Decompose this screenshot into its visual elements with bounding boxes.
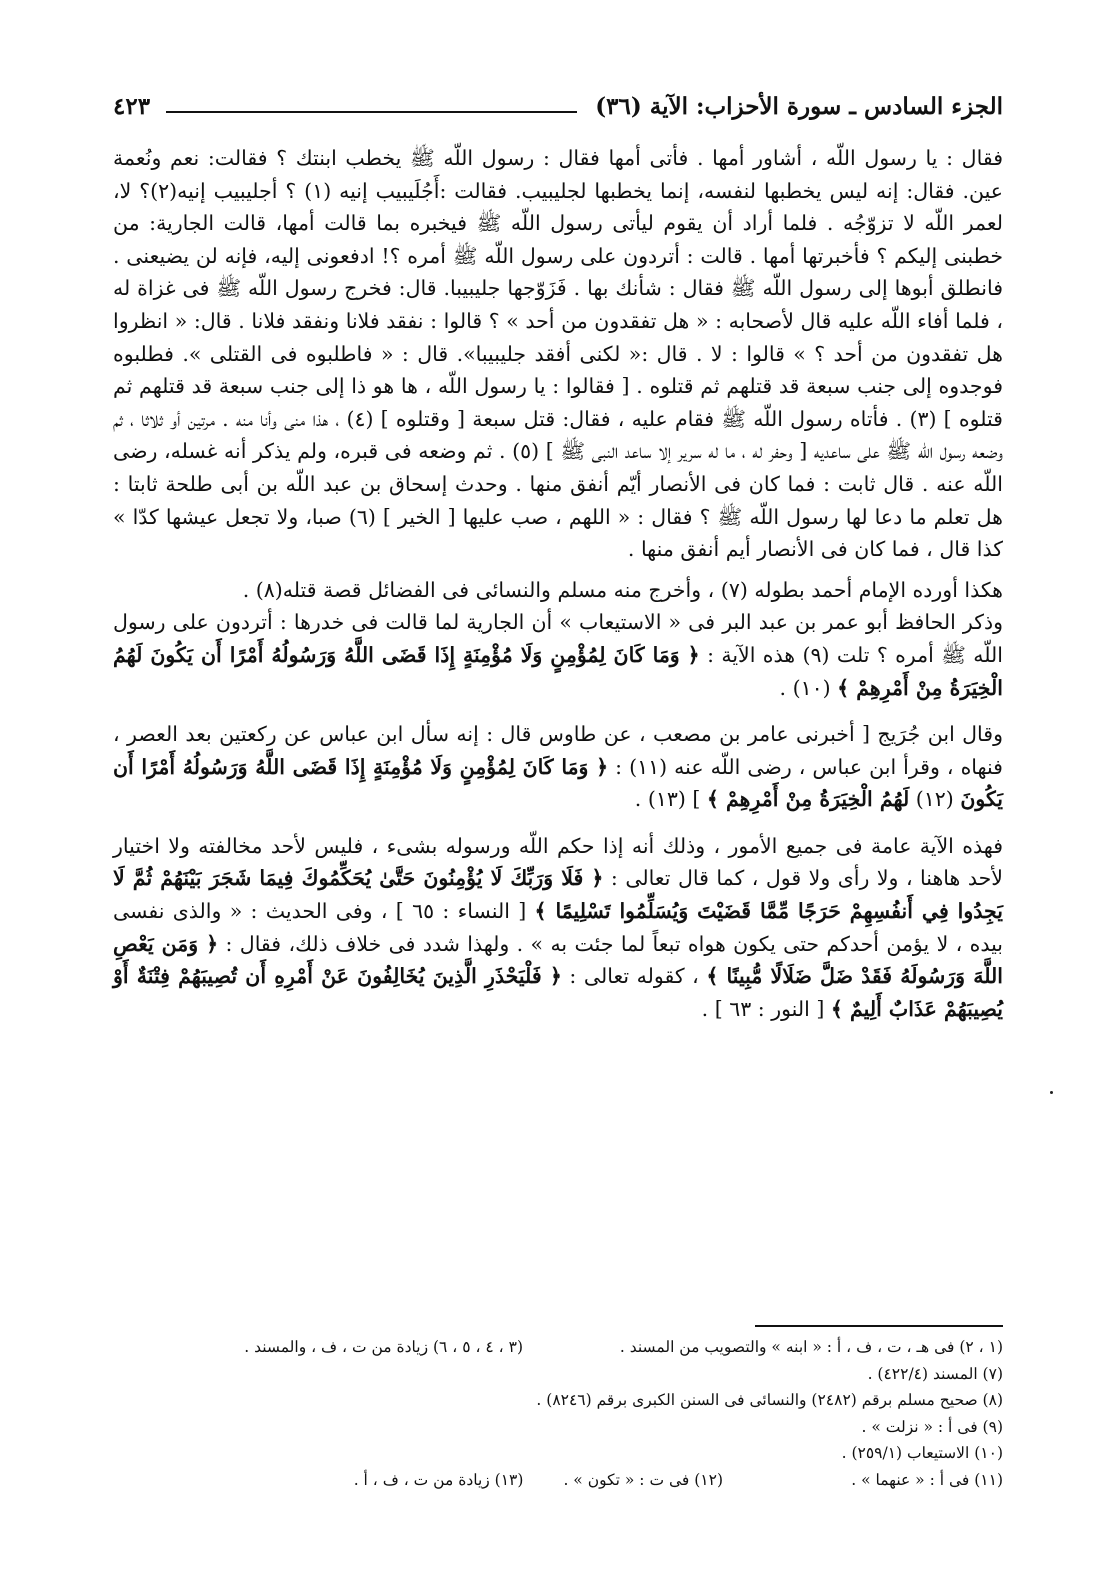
- footnote-row-5: [113, 1440, 1003, 1467]
- paragraph-1: فقال : يا رسول اللّه ، أشاور أمها . فأتى أمها فقال : رسول اللّه ﷺ يخطب ابنتك ؟ فقالت: نعم ونُعمة عين. فقال: إنه ليس يخطبها لنفسه، إنما يخطبها لجليبيب. فقالت :أَجُلَيبيب إنيه (١) ؟ أجليبيب إنيه(٢)؟ لا، لعمر اللّه لا تزوّجُه . فلما أراد أن يقوم ليأتى رسول اللّه ﷺ فيخبره بما قالت أمها، قالت الجارية: من خطبنى إليكم ؟ فأخبرتها أمها . قالت : أتردون على رسول اللّه ﷺ أمره ؟! ادفعونى إليه، فإنه لن يضيعنى . فانطلق أبوها إلى رسول اللّه ﷺ فقال : شأنك بها . فَزَوّجها جليبيبا. قال: فخرج رسول اللّه ﷺ فى غزاة له ، فلما أفاء اللّه عليه قال لأصحابه : « هل تفقدون من أحد » ؟ قالوا : نفقد فلانا ونفقد فلانا . قال: « انظروا هل تفقدون من أحد ؟ » قالوا : لا . قال :« لكنى أفقد جليبيبا». قال : « فاطلبوه فى القتلى ». فطلبوه فوجدوه إلى جنب سبعة قد قتلهم ثم قتلوه . [ فقالوا : يا رسول اللّه ، ها هو ذا إلى جنب سبعة قد قتلهم ثم قتلوه ] (٣) . فأتاه رسول اللّه ﷺ فقام عليه ، فقال: قتل سبعة [ وقتلوه ] (٤) ، هذا منى وأنا منه . مرتين أو ثلاثا ، ثم وضعه رسول اللّه ﷺ على ساعديه [ وحفر له ، ما له سرير إلا ساعد النبى ﷺ ] (٥) . ثم وضعه فى قبره، ولم يذكر أنه غسله، رضى اللّه عنه . قال ثابت : فما كان فى الأنصار أيّم أنفق منها . وحدث إسحاق بن عبد اللّه بن أبى طلحة ثابتا : هل تعلم ما دعا لها رسول اللّه ﷺ ؟ فقال : « اللهم ، صب عليها [ الخير ] (٦) صبا، ولا تجعل عيشها كدّا » كذا قال ، فما كان فى الأنصار أيم أنفق منها .: [113, 146, 1003, 562]
- quran-verse-3: ﴿ فَلَا وَرَبِّكَ لَا يُؤْمِنُونَ حَتَّىٰ يُحَكِّمُوكَ فِيمَا شَجَرَ بَيْنَهُمْ ثُمَّ لَا يَجِدُوا فِي أَنفُسِهِمْ حَرَجًا مِّمَّا قَضَيْتَ وَيُسَلِّمُوا تَسْلِيمًا ﴾: [113, 866, 1003, 924]
- footnote-ref-10: (١٠) .: [779, 675, 831, 700]
- footnote-8: (٨) صحيح مسلم برقم (٢٤٨٢) والنسائى فى السنن الكبرى برقم (٨٢٤٦) .: [536, 1391, 1003, 1409]
- footnote-12: (١٢) فى ت : « تكون » .: [563, 1470, 723, 1489]
- paragraph-4: [113, 718, 1003, 816]
- footnote-13: (١٣) زيادة من ت ، ف ، أ .: [353, 1470, 524, 1489]
- paragraph-2: هكذا أورده الإمام أحمد بطوله (٧) ، وأخرج منه مسلم والنسائى فى الفضائل قصة قتله(٨) .: [242, 577, 1003, 602]
- footnote-ref-13: ] (١٣) .: [634, 787, 701, 812]
- footnote-10: (١٠) الاستيعاب (٢٥٩/١) .: [841, 1444, 1003, 1462]
- paragraph-5-hadith: [ النساء : ٦٥ ] ، وفى الحديث : « والذى نفسى بيده ، لا يؤمن أحدكم حتى يكون هواه تبعاً لما جئت به » . ولهذا شدد فى خلاف ذلك، فقال :: [113, 899, 1003, 956]
- footnote-rule: [755, 1325, 1003, 1327]
- footnote-7: (٧) المسند (٤٢٢/٤) .: [867, 1364, 1003, 1383]
- footnote-row-2: [113, 1361, 1003, 1388]
- header-rule: [166, 111, 577, 113]
- footnote-row-1: [113, 1334, 1003, 1361]
- quran-verse-2b: لَهُمُ الْخِيَرَةُ مِنْ أَمْرِهِمْ ﴾: [706, 787, 910, 812]
- surah-reference: [ النور : ٦٣ ] .: [701, 996, 825, 1021]
- paragraph-3-text: وذكر الحافظ أبو عمر بن عبد البر فى « الاستيعاب » أن الجارية لما قالت فى خدرها : أتردون على رسول اللّه ﷺ أمره ؟ تلت (٩) هذه الآية :: [113, 610, 1003, 667]
- margin-dot: [1050, 1091, 1053, 1094]
- footnote-row-4: [113, 1414, 1003, 1441]
- main-text: [113, 142, 1003, 1025]
- quran-verse-5: ﴿ فَلْيَحْذَرِ الَّذِينَ يُخَالِفُونَ عَنْ أَمْرِهِ أَن تُصِيبَهُمْ فِتْنَةٌ أَوْ يُصِيبَهُمْ عَذَابٌ أَلِيمٌ ﴾: [113, 964, 1003, 1021]
- footnote-ref-12: (١٢): [915, 787, 954, 812]
- running-title: الجزء السادس ـ سورة الأحزاب: الآية (٣٦): [595, 92, 1003, 120]
- footnote-row-3: [113, 1387, 1003, 1414]
- quran-verse-1: ﴿ وَمَا كَانَ لِمُؤْمِنٍ وَلَا مُؤْمِنَةٍ إِذَا قَضَى اللَّهُ وَرَسُولُهُ أَمْرًا أَن يَكُونَ لَهُمُ الْخِيَرَةُ مِنْ أَمْرِهِمْ ﴾: [113, 642, 1003, 700]
- paragraph-3: [113, 606, 1003, 704]
- footnote-1-2: (١ ، ٢) فى هـ ، ت ، ف ، أ : « ابنه » والتصويب من المسند .: [619, 1338, 1003, 1356]
- footnote-11: (١١) فى أ : « عنهما » .: [851, 1470, 1003, 1489]
- footnotes: [113, 1334, 1003, 1493]
- page-header: [113, 86, 1003, 126]
- paragraph-5: [113, 830, 1003, 1026]
- paragraph-4-text: وقال ابن جُرَيج [ أخبرنى عامر بن مصعب ، عن طاوس قال : إنه سأل ابن عباس عن ركعتين بعد العصر ، فنهاه ، وقرأ ابن عباس ، رضى اللّه عنه (١١) :: [113, 722, 1003, 779]
- footnote-row-6: [113, 1467, 1003, 1494]
- page-number: ٤٢٣: [113, 92, 151, 120]
- quran-verse-4: ﴿ وَمَن يَعْصِ اللَّهَ وَرَسُولَهُ فَقَدْ ضَلَّ ضَلَالًا مُّبِينًا ﴾: [113, 931, 1003, 989]
- paragraph-5-connector: ، كقوله تعالى :: [569, 964, 699, 989]
- footnote-3-6: (٣ ، ٤ ، ٥ ، ٦) زيادة من ت ، ف ، والمسند .: [244, 1338, 523, 1356]
- footnote-9: (٩) فى أ : « نزلت » .: [861, 1417, 1003, 1436]
- quran-verse-2a: ﴿ وَمَا كَانَ لِمُؤْمِنٍ وَلَا مُؤْمِنَةٍ إِذَا قَضَى اللَّهُ وَرَسُولُهُ أَمْرًا أَن يَكُونَ: [113, 754, 1003, 812]
- paragraph-5-text: فهذه الآية عامة فى جميع الأمور ، وذلك أنه إذا حكم اللّه ورسوله بشىء ، فليس لأحد مخالفته ولا اختيار لأحد هاهنا ، ولا رأى ولا قول ، كما قال تعالى :: [113, 833, 1003, 891]
